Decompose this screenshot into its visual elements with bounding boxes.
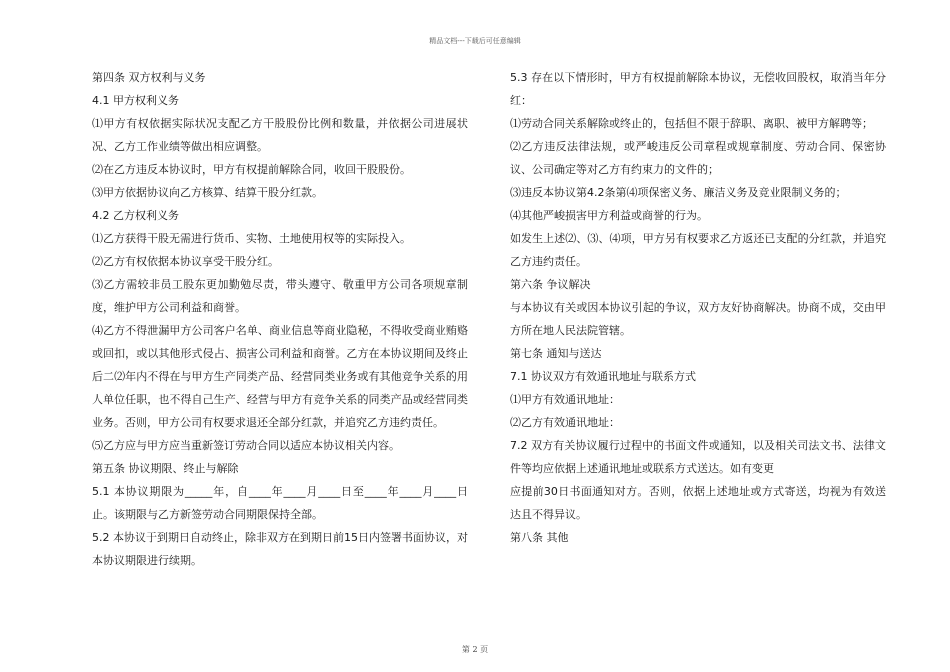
paragraph: ⑶甲方依据协议向乙方核算、结算干股分红款。 <box>92 186 323 199</box>
subsection-heading: 4.2 乙方权利义务 <box>92 209 179 222</box>
paragraph: 如发生上述⑵、⑶、⑷项，甲方另有权要求乙方返还已支配的分红款，并追究乙方违约责任。 <box>510 232 886 268</box>
paragraph: 5.2 本协议于到期日自动终止，除非双方在到期日前15日内签署书面协议，对本协议期限进行续期。 <box>92 531 468 567</box>
paragraph: ⑴甲方有效通讯地址： <box>510 393 620 406</box>
paragraph: 5.1 本协议期限为_____年，自____年____月____日至____年____月____日止。该期限与乙方新签劳动合同期限保持全部。 <box>92 485 468 521</box>
page-header: 精品文档---下载后可任意编辑 <box>429 37 521 45</box>
right-column <box>510 66 886 549</box>
page-number: 第 2 页 <box>461 645 489 654</box>
paragraph: ⑴乙方获得干股无需进行货币、实物、土地使用权等的实际投入。 <box>92 232 411 245</box>
paragraph: ⑷乙方不得泄漏甲方公司客户名单、商业信息等商业隐秘，不得收受商业贿赂或回扣，或以其他形式侵占、损害公司利益和商誉。乙方在本协议期间及终止后二⑵年内不得在与甲方生产同类产品、经营同类业务或有其他竞争关系的用人单位任职，也不得自己生产、经营与甲方有竞争关系的同类产品或经营同类业务。否则，甲方公司有权要求退还全部分红款，并追究乙方违约责任。 <box>92 324 468 429</box>
paragraph: ⑵乙方有效通讯地址： <box>510 416 620 429</box>
paragraph: 应提前30日书面通知对方。否则，依据上述地址或方式寄送，均视为有效送达且不得异议。 <box>510 485 886 521</box>
paragraph: ⑶乙方需较非员工股东更加勤勉尽责，带头遵守、敬重甲方公司各项规章制度，维护甲方公司利益和商誉。 <box>92 278 468 314</box>
paragraph: ⑵在乙方违反本协议时，甲方有权提前解除合同，收回干股股份。 <box>92 163 411 176</box>
paragraph: 5.3 存在以下情形时，甲方有权提前解除本协议，无偿收回股权，取消当年分红： <box>510 71 886 107</box>
paragraph: ⑴劳动合同关系解除或终止的，包括但不限于辞职、离职、被甲方解聘等； <box>510 117 873 130</box>
section-heading: 第五条 协议期限、终止与解除 <box>92 462 239 475</box>
section-heading: 第四条 双方权利与义务 <box>92 71 206 84</box>
paragraph: ⑷其他严峻损害甲方利益或商誉的行为。 <box>510 209 708 222</box>
section-heading: 第六条 争议解决 <box>510 278 591 291</box>
section-heading: 第八条 其他 <box>510 531 569 544</box>
paragraph: ⑵乙方违反法律法规，或严峻违反公司章程或规章制度、劳动合同、保密协议、公司确定等对乙方有约束力的文件的； <box>510 140 886 176</box>
subsection-heading: 7.1 协议双方有效通讯地址与联系方式 <box>510 370 696 383</box>
paragraph: ⑴甲方有权依据实际状况支配乙方干股股份比例和数量，并依据公司进展状况、乙方工作业绩等做出相应调整。 <box>92 117 468 153</box>
subsection-heading: 4.1 甲方权利义务 <box>92 94 179 107</box>
paragraph: ⑸乙方应与甲方应当重新签订劳动合同以适应本协议相关内容。 <box>92 439 400 452</box>
section-heading: 第七条 通知与送达 <box>510 347 602 360</box>
paragraph: 7.2 双方有关协议履行过程中的书面文件或通知，以及相关司法文书、法律文件等均应依据上述通讯地址或联系方式送达。如有变更 <box>510 439 886 475</box>
left-column <box>92 66 468 572</box>
paragraph: ⑶违反本协议第4.2条第⑷项保密义务、廉洁义务及竞业限制义务的； <box>510 186 847 199</box>
paragraph: 与本协议有关或因本协议引起的争议，双方友好协商解决。协商不成，交由甲方所在地人民法院管辖。 <box>510 301 886 337</box>
paragraph: ⑵乙方有权依据本协议享受干股分红。 <box>92 255 279 268</box>
